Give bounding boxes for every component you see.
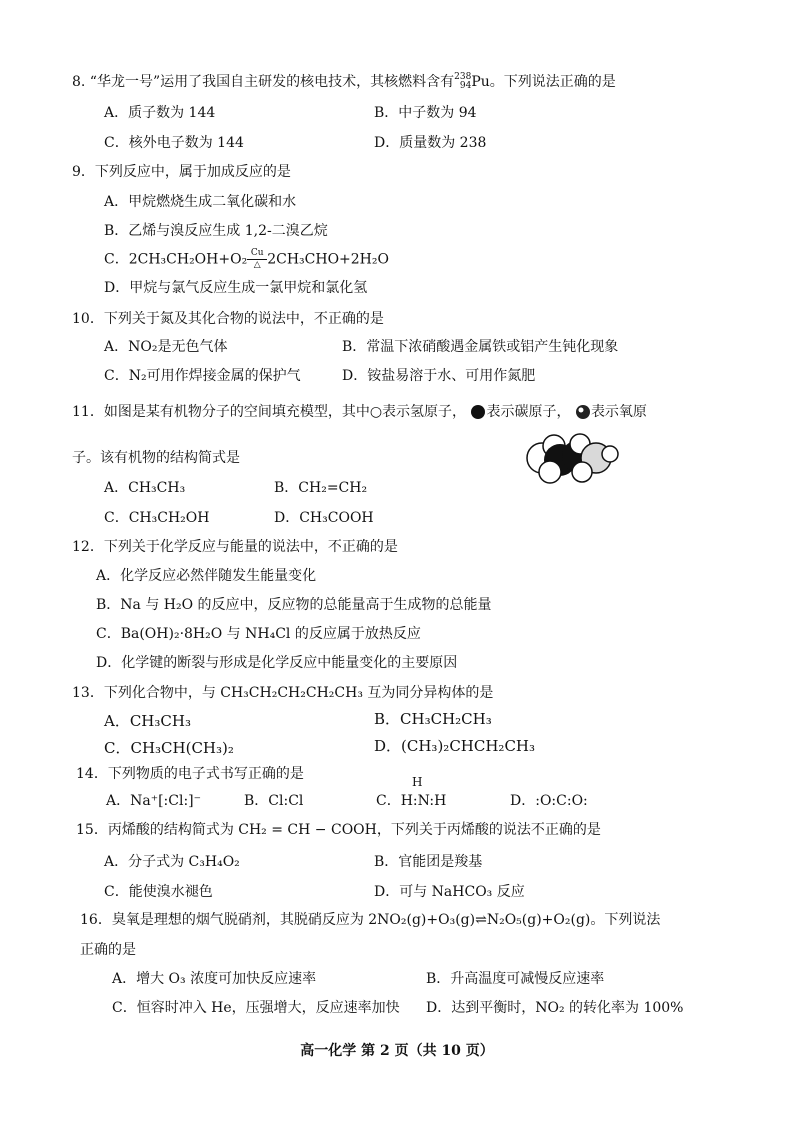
carbon-atom-icon — [470, 404, 486, 420]
page-footer: 高一化学 第 2 页（共 10 页） — [300, 1043, 494, 1059]
q13-option-b: B．CH₃CH₂CH₃ — [374, 710, 492, 728]
q14-option-c: C．H:N:H — [376, 793, 447, 809]
q15-option-b: B．官能团是羧基 — [374, 854, 483, 870]
q8-option-d: D．质量数为 238 — [374, 135, 487, 151]
q8-stem: 8. “华龙一号”运用了我国自主研发的核电技术，其核燃料含有 238 94 Pu。下列说法正确的是 — [72, 72, 616, 91]
q8-option-a: A．质子数为 144 — [104, 105, 216, 121]
q15-option-c: C．能使溴水褪色 — [104, 884, 213, 900]
reaction-arrow-condition: Cu △ — [247, 249, 267, 270]
q10-option-d: D．铵盐易溶于水、可用作氮肥 — [342, 368, 536, 384]
q15-option-a: A．分子式为 C₃H₄O₂ — [104, 854, 240, 870]
q16-option-b: B．升高温度可减慢反应速率 — [426, 971, 605, 987]
q13-option-a: A．CH₃CH₃ — [104, 712, 191, 730]
q10-option-c: C．N₂可用作焊接金属的保护气 — [104, 368, 301, 384]
q8-option-b: B．中子数为 94 — [374, 105, 477, 121]
isotope-notation: 238 94 — [454, 72, 472, 91]
q11-option-a: A．CH₃CH₃ — [104, 480, 186, 496]
q12-option-b: B．Na 与 H₂O 的反应中，反应物的总能量高于生成物的总能量 — [96, 597, 492, 613]
q12-option-c: C．Ba(OH)₂·8H₂O 与 NH₄Cl 的反应属于放热反应 — [96, 626, 421, 642]
q10-option-b: B．常温下浓硝酸遇金属铁或铝产生钝化现象 — [342, 339, 619, 355]
q11-option-d: D．CH₃COOH — [274, 510, 374, 526]
q9-option-b: B．乙烯与溴反应生成 1,2-二溴乙烷 — [104, 223, 328, 239]
q9-option-d: D．甲烷与氯气反应生成一氯甲烷和氯化氢 — [104, 280, 368, 296]
q12-stem: 12．下列关于化学反应与能量的说法中，不正确的是 — [72, 539, 398, 555]
q10-option-a: A．NO₂是无色气体 — [104, 339, 228, 355]
q15-option-d: D．可与 NaHCO₃ 反应 — [374, 884, 525, 900]
q13-option-c: C．CH₃CH(CH₃)₂ — [104, 739, 234, 757]
q16-option-a: A．增大 O₃ 浓度可加快反应速率 — [112, 971, 317, 987]
q9-option-a: A．甲烷燃烧生成二氧化碳和水 — [104, 194, 297, 210]
q13-stem: 13．下列化合物中，与 CH₃CH₂CH₂CH₂CH₃ 互为同分异构体的是 — [72, 685, 494, 701]
space-filling-model-figure — [520, 432, 620, 484]
q11-option-c: C．CH₃CH₂OH — [104, 510, 210, 526]
q11-stem-cont: 子。该有机物的结构简式是 — [72, 450, 240, 466]
q12-option-d: D．化学键的断裂与形成是化学反应中能量变化的主要原因 — [96, 655, 458, 671]
q16-option-c: C．恒容时冲入 He，压强增大，反应速率加快 — [112, 1000, 400, 1016]
q12-option-a: A．化学反应必然伴随发生能量变化 — [96, 568, 317, 584]
q14-stem: 14．下列物质的电子式书写正确的是 — [76, 766, 304, 782]
q9-stem: 9．下列反应中，属于加成反应的是 — [72, 164, 291, 180]
q11-option-b: B．CH₂=CH₂ — [274, 480, 368, 496]
q14-option-a: A．Na⁺[:Cl:]⁻ — [106, 793, 202, 809]
q14-option-b: B．Cl:Cl — [244, 793, 304, 809]
q16-option-d: D．达到平衡时，NO₂ 的转化率为 100% — [426, 1000, 684, 1016]
q9-option-c: C．2CH₃CH₂OH+O₂ Cu △ 2CH₃CHO+2H₂O — [104, 248, 389, 270]
q10-stem: 10．下列关于氮及其化合物的说法中，不正确的是 — [72, 311, 384, 327]
q16-stem: 16．臭氧是理想的烟气脱硝剂，其脱硝反应为 2NO₂(g)+O₃(g)⇌N₂O₅(g)+O₂(g)。下列说法 — [80, 912, 661, 928]
q15-stem: 15．丙烯酸的结构简式为 CH₂ = CH − COOH，下列关于丙烯酸的说法不正确的是 — [76, 822, 601, 838]
q13-option-d: D．(CH₃)₂CHCH₂CH₃ — [374, 737, 536, 755]
q14-option-d: D．:O:C:O: — [510, 793, 588, 809]
q14-option-c-top: H — [412, 775, 423, 789]
q16-stem-cont: 正确的是 — [80, 942, 136, 958]
q8-option-c: C．核外电子数为 144 — [104, 135, 244, 151]
oxygen-atom-icon — [575, 404, 591, 420]
q11-stem: 11．如图是某有机物分子的空间填充模型，其中○表示氢原子， 表示碳原子， 表示氧原 — [72, 404, 647, 420]
